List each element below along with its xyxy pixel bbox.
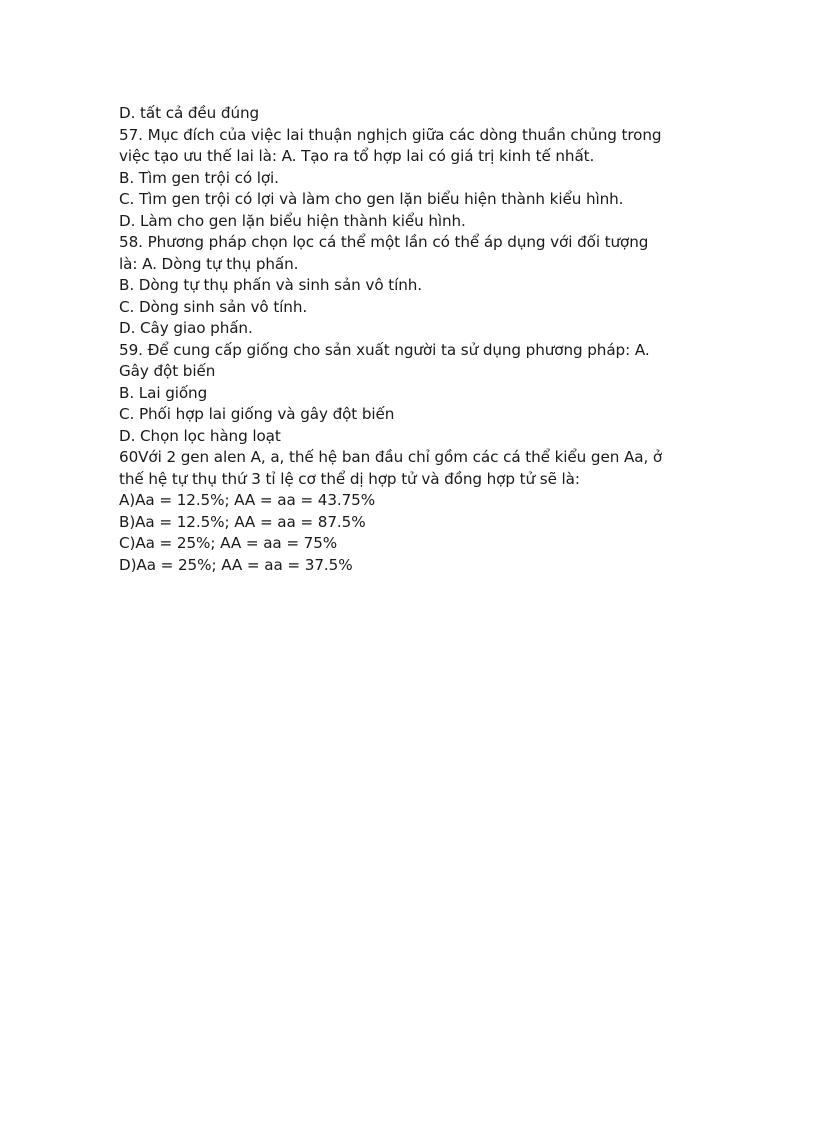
question-60-option-c: C)Aa = 25%; AA = aa = 75% xyxy=(119,534,338,552)
question-58-option-b: B. Dòng tự thụ phấn và sinh sản vô tính. xyxy=(119,276,422,294)
question-59-option-b: B. Lai giống xyxy=(119,383,208,402)
question-59-option-d: D. Chọn lọc hàng loạt xyxy=(119,426,281,445)
question-59-option-a: Gây đột biến xyxy=(119,362,216,380)
question-58-stem: 58. Phương pháp chọn lọc cá thể một lần có thể áp dụng với đối tượng xyxy=(119,233,649,251)
question-57-option-b: B. Tìm gen trội có lợi. xyxy=(119,168,279,187)
question-58-option-c: C. Dòng sinh sản vô tính. xyxy=(119,297,308,316)
question-58-option-d: D. Cây giao phấn. xyxy=(119,319,253,337)
question-58-stem-cont: là: A. Dòng tự thụ phấn. xyxy=(119,254,299,273)
question-57-stem-cont: việc tạo ưu thế lai là: A. Tạo ra tổ hợp lai có giá trị kinh tế nhất. xyxy=(119,147,595,165)
document-body xyxy=(119,103,719,576)
question-60-option-a: A)Aa = 12.5%; AA = aa = 43.75% xyxy=(119,491,376,509)
text-line: D. tất cả đều đúng xyxy=(119,104,260,122)
question-60-stem-cont: thế hệ tự thụ thứ 3 tỉ lệ cơ thể dị hợp tử và đồng hợp tử sẽ là: xyxy=(119,469,580,488)
question-60-option-d: D)Aa = 25%; AA = aa = 37.5% xyxy=(119,555,353,574)
question-59-option-c: C. Phối hợp lai giống và gây đột biến xyxy=(119,405,395,423)
question-57-stem: 57. Mục đích của việc lai thuận nghịch giữa các dòng thuần chủng trong xyxy=(119,125,662,144)
question-60-option-b: B)Aa = 12.5%; AA = aa = 87.5% xyxy=(119,512,366,531)
question-57-option-c: C. Tìm gen trội có lợi và làm cho gen lặn biểu hiện thành kiểu hình. xyxy=(119,190,624,208)
question-60-stem: 60Với 2 gen alen A, a, thế hệ ban đầu chỉ gồm các cá thể kiểu gen Aa, ở xyxy=(119,448,663,466)
question-59-stem: 59. Để cung cấp giống cho sản xuất người ta sử dụng phương pháp: A. xyxy=(119,340,650,359)
question-57-option-d: D. Làm cho gen lặn biểu hiện thành kiểu hình. xyxy=(119,211,466,230)
